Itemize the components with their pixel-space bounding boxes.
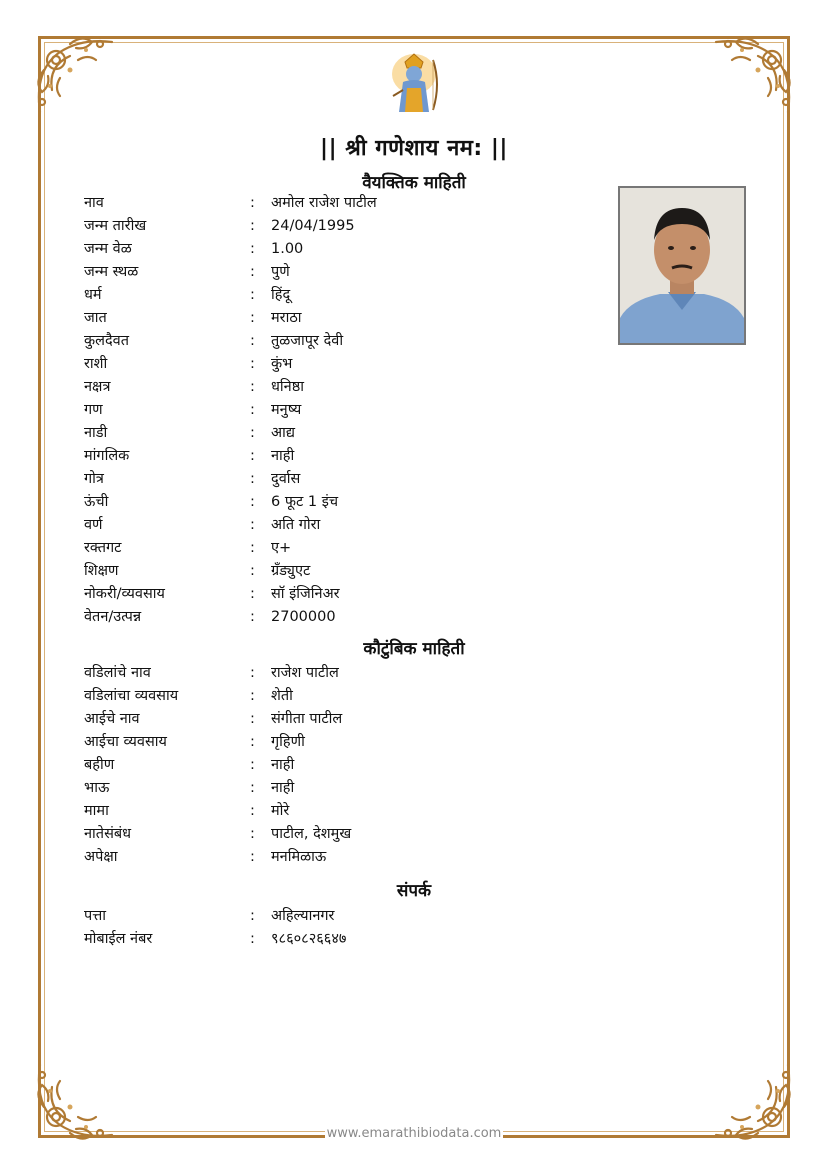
detail-colon: : [250,264,255,280]
detail-label: मोबाईल नंबर [84,931,153,947]
detail-colon: : [250,448,255,464]
detail-value: गृहिणी [271,734,305,750]
detail-colon: : [250,379,255,395]
detail-colon: : [250,287,255,303]
detail-value: मोरे [271,803,290,819]
detail-colon: : [250,826,255,842]
detail-value: आद्य [271,425,295,441]
section-title-contact: संपर्क [396,881,432,901]
detail-label: नातेसंबंध [84,826,132,842]
detail-colon: : [250,333,255,349]
detail-colon: : [250,711,255,727]
detail-colon: : [250,563,255,579]
detail-value: ९८६०८२६६४७ [271,931,347,947]
detail-colon: : [250,609,255,625]
detail-value: पाटील, देशमुख [271,826,352,842]
detail-value: दुर्वास [271,471,301,487]
detail-value: मनमिळाऊ [271,849,327,865]
detail-colon: : [250,356,255,372]
detail-colon: : [250,540,255,556]
detail-value: मराठा [271,310,302,326]
section-title-personal: वैयक्तिक माहिती [362,173,466,193]
detail-value: पुणे [271,264,290,280]
detail-value: नाही [271,448,295,464]
detail-value: नाही [271,757,295,773]
detail-value: शेती [271,688,293,704]
detail-colon: : [250,517,255,533]
detail-value: नाही [271,780,295,796]
page-title: || श्री गणेशाय नम: || [320,136,508,161]
detail-colon: : [250,908,255,924]
detail-colon: : [250,849,255,865]
detail-label: राशी [84,356,108,372]
detail-colon: : [250,757,255,773]
detail-value: सॉ इंजिनिअर [271,586,340,602]
detail-colon: : [250,425,255,441]
detail-colon: : [250,665,255,681]
detail-label: मांगलिक [84,448,130,464]
detail-value: 2700000 [271,609,336,625]
detail-value: अहिल्यानगर [271,908,335,924]
detail-label: जन्म तारीख [84,218,147,234]
detail-label: गण [84,402,103,418]
detail-colon: : [250,310,255,326]
footer-website: www.emarathibiodata.com [326,1126,502,1141]
detail-colon: : [250,241,255,257]
detail-colon: : [250,402,255,418]
detail-label: अपेक्षा [84,849,118,865]
detail-value: राजेश पाटील [271,665,339,681]
detail-value: धनिष्ठा [271,379,305,395]
detail-label: वेतन/उत्पन्न [84,609,142,625]
detail-value: मनुष्य [271,402,302,418]
detail-label: पत्ता [84,908,107,924]
detail-colon: : [250,803,255,819]
detail-label: धर्म [84,287,102,303]
detail-value: तुळजापूर देवी [271,333,344,349]
detail-label: जन्म स्थळ [84,264,139,280]
detail-colon: : [250,195,255,211]
detail-value: अति गोरा [271,517,321,533]
detail-label: कुलदैवत [84,333,129,349]
detail-value: हिंदू [271,287,291,303]
detail-label: वडिलांचा व्यवसाय [84,688,179,704]
detail-label: वर्ण [84,517,103,533]
detail-label: जन्म वेळ [84,241,132,257]
profile-photo [618,186,746,345]
detail-colon: : [250,688,255,704]
detail-value: ग्रँड्युएट [271,563,311,579]
detail-label: नोकरी/व्यवसाय [84,586,165,602]
deity-image [383,52,445,116]
detail-colon: : [250,586,255,602]
detail-label: आईचे नाव [84,711,140,727]
detail-value: 6 फूट 1 इंच [271,494,339,510]
floral-corner-ornament-icon [30,30,122,122]
section-title-family: कौटुंबिक माहिती [363,639,465,659]
detail-label: मामा [84,803,109,819]
detail-label: नक्षत्र [84,379,111,395]
detail-label: नाव [84,195,104,211]
detail-colon: : [250,471,255,487]
detail-label: रक्तगट [84,540,122,556]
detail-label: बहीण [84,757,115,773]
detail-value: संगीता पाटील [271,711,343,727]
detail-label: ऊंची [84,494,109,510]
detail-value: 1.00 [271,241,304,257]
floral-corner-ornament-icon [706,30,798,122]
detail-label: शिक्षण [84,563,119,579]
detail-value: ए+ [271,540,292,556]
detail-label: गोत्र [84,471,104,487]
detail-value: कुंभ [271,356,293,372]
detail-value: 24/04/1995 [271,218,355,234]
detail-label: आईचा व्यवसाय [84,734,167,750]
detail-label: जात [84,310,107,326]
detail-colon: : [250,780,255,796]
detail-label: नाडी [84,425,108,441]
detail-label: वडिलांचे नाव [84,665,151,681]
detail-colon: : [250,494,255,510]
detail-colon: : [250,931,255,947]
detail-value: अमोल राजेश पाटील [271,195,377,211]
detail-colon: : [250,734,255,750]
detail-label: भाऊ [84,780,110,796]
detail-colon: : [250,218,255,234]
